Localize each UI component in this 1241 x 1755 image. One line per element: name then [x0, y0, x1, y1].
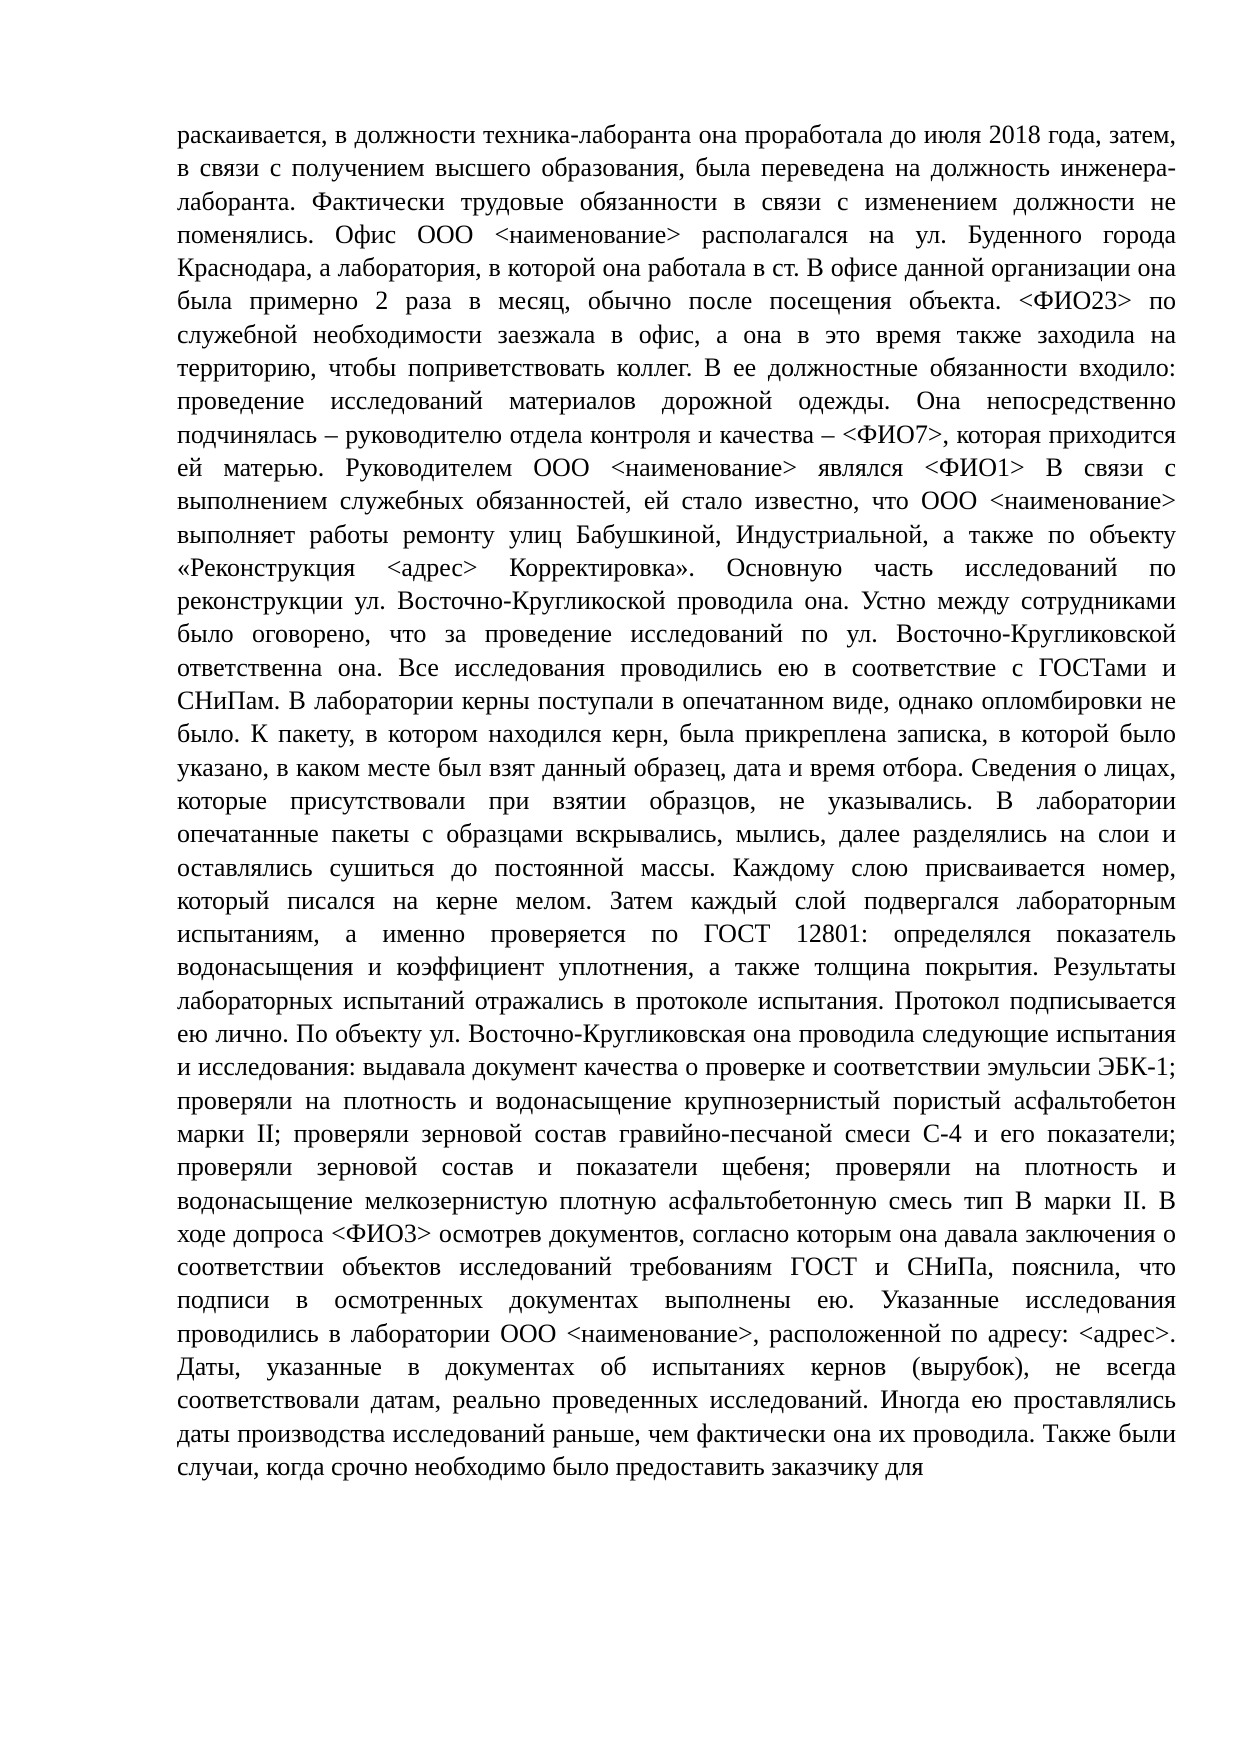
body-paragraph: раскаивается, в должности техника-лаборанта она проработала до июля 2018 года, затем, в связи с получением высшего образования, была переведена на должность инженера-лаборанта. Фактически трудовые обязанности в связи с изменением должности не поменялись. Офис ООО <наименование> располагался на ул. Буденного города Краснодара, а лаборатория, в которой она работала в ст. В офисе данной организации она была примерно 2 раза в месяц, обычно после посещения объекта. <ФИО23> по служебной необходимости заезжала в офис, а она в это время также заходила на территорию, чтобы поприветствовать коллег. В ее должностные обязанности входило: проведение исследований материалов дорожной одежды. Она непосредственно подчинялась – руководителю отдела контроля и качества – <ФИО7>, которая приходится ей матерью. Руководителем ООО <наименование> являлся <ФИО1> В связи с выполнением служебных обязанностей, ей стало известно, что ООО <наименование> выполняет работы ремонту улиц Бабушкиной, Индустриальной, а также по объекту «Реконструкция <адрес> Корректировка». Основную часть исследований по реконструкции ул. Восточно-Кругликоской проводила она. Устно между сотрудниками было оговорено, что за проведение исследований по ул. Восточно-Кругликовской ответственна она. Все исследования проводились ею в соответствие с ГОСТами и СНиПам. В лаборатории керны поступали в опечатанном виде, однако опломбировки не было. К пакету, в котором находился керн, была прикреплена записка, в которой было указано, в каком месте был взят данный образец, дата и время отбора. Сведения о лицах, которые присутствовали при взятии образцов, не указывались. В лаборатории опечатанные пакеты с образцами вскрывались, мылись, далее разделялись на слои и оставлялись сушиться до постоянной массы. Каждому слою присваивается номер, который писался на керне мелом. Затем каждый слой подвергался лабораторным испытаниям, а именно проверяется по ГОСТ 12801: определялся показатель водонасыщения и коэффициент уплотнения, а также толщина покрытия. Результаты лабораторных испытаний отражались в протоколе испытания. Протокол подписывается ею лично. По объекту ул. Восточно-Кругликовская она проводила следующие испытания и исследования: выдавала документ качества о проверке и соответствии эмульсии ЭБК-1; проверяли на плотность и водонасыщение крупнозернистый пористый асфальтобетон марки II; проверяли зерновой состав гравийно-песчаной смеси С-4 и его показатели; проверяли зерновой состав и показатели щебеня; проверяли на плотность и водонасыщение мелкозернистую плотную асфальтобетонную смесь тип В марки II. В ходе допроса <ФИО3> осмотрев документов, согласно которым она давала заключения о соответствии объектов исследований требованиям ГОСТ и СНиПа, пояснила, что подписи в осмотренных документах выполнены ею. Указанные исследования проводились в лаборатории ООО <наименование>, расположенной по адресу: <адрес>. Даты, указанные в документах об испытаниях кернов (вырубок), не всегда соответствовали датам, реально проведенных исследований. Иногда ею проставлялись даты производства исследований раньше, чем фактически она их проводила. Также были случаи, когда срочно необходимо было предоставить заказчику для — [177, 120, 1176, 1481]
